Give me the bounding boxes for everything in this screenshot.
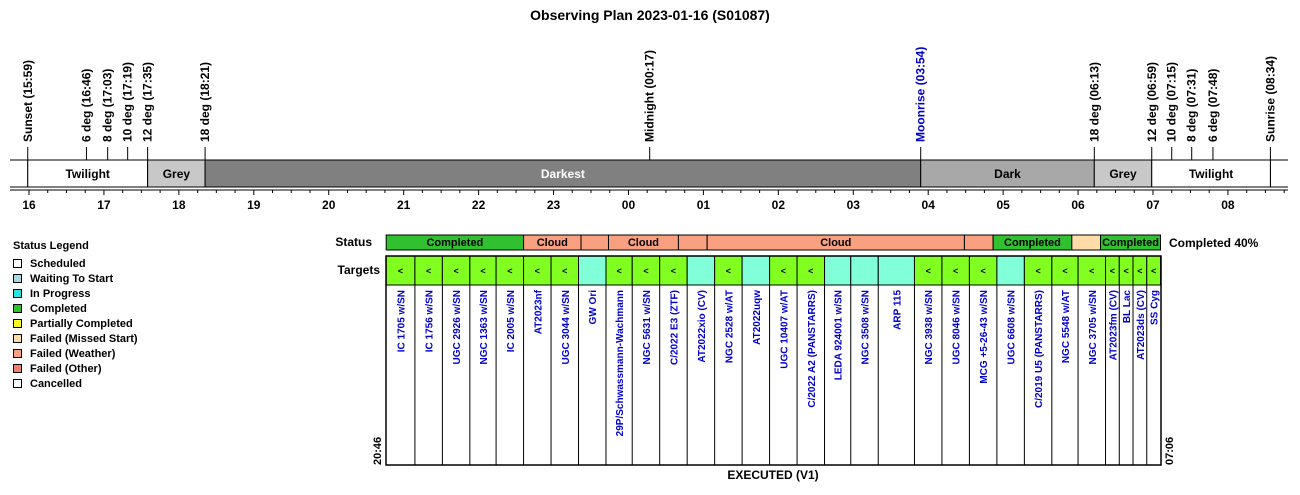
event-label-0: Sunset (15:59) <box>20 59 35 142</box>
target-name-27[interactable]: BL Lac <box>1122 290 1134 324</box>
status-band-label-7: Completed <box>1004 237 1061 249</box>
target-marker-23: < <box>1035 266 1041 276</box>
legend-label-2: In Progress <box>30 287 91 300</box>
target-marker-20: < <box>953 266 959 276</box>
target-marker-15: < <box>808 266 814 276</box>
target-marker-8: < <box>616 266 622 276</box>
target-cell-11[interactable] <box>687 256 714 285</box>
target-cell-17[interactable] <box>851 256 878 285</box>
plan-end-time: 07:06 <box>1164 436 1176 465</box>
legend-swatch-8 <box>13 379 22 388</box>
legend-swatch-1 <box>13 274 22 283</box>
target-name-16[interactable]: LEDA 924001 w/SN <box>833 290 845 381</box>
legend-entry-0 <box>13 256 138 271</box>
legend-label-4: Partially Completed <box>30 317 133 330</box>
target-name-24[interactable]: NGC 5548 w/AT <box>1060 290 1072 364</box>
target-name-29[interactable]: SS Cyg <box>1149 290 1161 326</box>
period-label-0: Twilight <box>65 167 110 181</box>
target-marker-0: < <box>397 266 404 276</box>
targets-row-label: Targets <box>337 263 380 277</box>
hour-axis <box>10 190 1288 212</box>
period-label-3: Dark <box>994 167 1021 181</box>
target-name-13[interactable]: AT2022uqw <box>751 290 763 345</box>
sky-period-bar <box>10 160 1288 187</box>
target-marker-5: < <box>534 266 540 276</box>
target-cell-18[interactable] <box>878 256 914 285</box>
legend-label-0: Scheduled <box>30 257 86 270</box>
period-label-4: Grey <box>1109 167 1137 181</box>
legend-entry-7 <box>13 361 138 376</box>
legend-entry-4 <box>13 316 138 331</box>
event-label-3: 10 deg (17:19) <box>120 61 135 142</box>
target-marker-19: < <box>925 266 931 276</box>
target-marker-6: < <box>562 266 568 276</box>
legend-label-7: Failed (Other) <box>30 362 102 375</box>
target-marker-14: < <box>780 266 786 276</box>
target-name-28[interactable]: AT2023ds (CV) <box>1135 290 1147 360</box>
legend-swatch-0 <box>13 259 22 268</box>
period-label-2: Darkest <box>540 167 585 181</box>
legend-entry-8 <box>13 376 138 391</box>
hour-label-06: 06 <box>1071 198 1085 212</box>
target-name-10[interactable]: C/2022 E3 (ZTF) <box>669 290 681 366</box>
plan-caption: EXECUTED (V1) <box>727 468 819 482</box>
status-band-label-0: Completed <box>426 237 484 249</box>
event-label-6: Midnight (00:17) <box>642 50 657 142</box>
target-name-23[interactable]: C/2019 U5 (PANSTARRS) <box>1034 290 1046 408</box>
event-label-7: Moonrise (03:54) <box>913 46 928 142</box>
target-name-14[interactable]: UGC 10407 w/AT <box>779 290 791 369</box>
status-band-row <box>386 235 1160 250</box>
hour-label-00: 00 <box>621 198 636 212</box>
status-band-2 <box>581 235 608 250</box>
legend-label-1: Waiting To Start <box>30 272 114 285</box>
hour-label-17: 17 <box>97 198 111 212</box>
hour-label-22: 22 <box>471 198 486 212</box>
hour-label-18: 18 <box>172 198 186 212</box>
status-band-4 <box>678 235 707 250</box>
legend-entry-1 <box>13 271 138 286</box>
hour-label-07: 07 <box>1146 198 1160 212</box>
target-marker-4: < <box>507 266 513 276</box>
target-cell-13[interactable] <box>742 256 769 285</box>
hour-label-08: 08 <box>1221 198 1235 212</box>
event-label-4: 12 deg (17:35) <box>140 61 155 142</box>
period-label-5: Twilight <box>1188 167 1234 181</box>
legend-label-6: Failed (Weather) <box>30 347 116 360</box>
target-name-3[interactable]: NGC 1363 w/SN <box>478 290 490 365</box>
target-name-2[interactable]: UGC 2926 w/SN <box>452 290 464 365</box>
hour-label-03: 03 <box>846 198 860 212</box>
legend-title: Status Legend <box>13 240 89 252</box>
status-band-label-5: Cloud <box>820 237 852 249</box>
target-marker-10: < <box>670 266 677 276</box>
target-name-25[interactable]: NGC 3705 w/SN <box>1087 290 1099 365</box>
hour-label-04: 04 <box>921 198 935 212</box>
target-marker-3: < <box>480 266 486 276</box>
target-name-7[interactable]: GW Ori <box>588 290 600 325</box>
event-label-5: 18 deg (18:21) <box>198 61 213 142</box>
event-label-1: 6 deg (16:46) <box>79 68 94 142</box>
hour-label-19: 19 <box>247 198 261 212</box>
hour-label-21: 21 <box>396 198 411 212</box>
hour-label-23: 23 <box>546 198 561 212</box>
completion-text: Completed 40% <box>1169 236 1259 250</box>
legend-label-3: Completed <box>30 302 87 315</box>
legend-swatch-6 <box>13 349 22 358</box>
status-band-label-1: Cloud <box>536 237 568 249</box>
hour-label-01: 01 <box>696 198 711 212</box>
target-marker-2: < <box>453 266 459 276</box>
target-name-17[interactable]: NGC 3508 w/SN <box>860 290 872 365</box>
target-name-15[interactable]: C/2022 A2 (PANSTARRS) <box>806 290 818 408</box>
target-rows <box>386 256 1161 465</box>
status-band-6 <box>964 235 993 250</box>
plan-start-time: 20:46 <box>372 436 384 465</box>
target-name-1[interactable]: IC 1756 w/SN <box>424 290 436 353</box>
legend-swatch-7 <box>13 364 22 373</box>
legend-entry-3 <box>13 301 138 316</box>
period-label-1: Grey <box>162 167 191 181</box>
legend-entry-2 <box>13 286 138 301</box>
target-name-4[interactable]: IC 2005 w/SN <box>505 290 517 353</box>
target-cell-22[interactable] <box>997 256 1024 285</box>
legend-entry-6 <box>13 346 138 361</box>
hour-label-05: 05 <box>996 198 1010 212</box>
event-label-13: Sunrise (08:34) <box>1263 55 1278 142</box>
target-name-21[interactable]: MCG +5-26-43 w/SN <box>979 290 991 384</box>
target-marker-21: < <box>980 266 986 276</box>
status-band-8 <box>1072 235 1101 250</box>
legend-swatch-5 <box>13 334 22 343</box>
legend-swatch-2 <box>13 289 22 298</box>
event-label-9: 12 deg (06:59) <box>1144 61 1159 142</box>
status-legend <box>13 256 138 391</box>
target-name-9[interactable]: NGC 5631 w/SN <box>641 290 653 365</box>
target-marker-24: < <box>1062 266 1068 276</box>
target-marker-25: < <box>1089 266 1095 276</box>
event-label-8: 18 deg (06:13) <box>1087 61 1102 142</box>
legend-swatch-3 <box>13 304 22 313</box>
hour-label-02: 02 <box>771 198 786 212</box>
target-name-8[interactable]: 29P/Schwassmann-Wachmann <box>615 290 627 437</box>
hour-label-16: 16 <box>22 198 36 212</box>
target-name-5[interactable]: AT2023nf <box>533 290 545 335</box>
legend-label-8: Cancelled <box>30 377 82 390</box>
event-label-12: 6 deg (07:48) <box>1205 68 1220 142</box>
target-name-0[interactable]: IC 1705 w/SN <box>396 290 408 353</box>
target-name-26[interactable]: AT2023fm (CV) <box>1108 290 1120 361</box>
target-name-12[interactable]: NGC 2528 w/AT <box>724 290 736 364</box>
target-cell-7[interactable] <box>579 256 606 285</box>
chart-title: Observing Plan 2023-01-16 (S01087) <box>530 7 770 23</box>
target-name-11[interactable]: AT2022xio (CV) <box>696 290 708 363</box>
event-label-2: 8 deg (17:03) <box>100 68 115 142</box>
target-marker-29: < <box>1150 266 1157 276</box>
status-row-label: Status <box>335 235 372 249</box>
legend-swatch-4 <box>13 319 22 328</box>
target-name-18[interactable]: ARP 115 <box>892 290 904 330</box>
target-cell-16[interactable] <box>825 256 851 285</box>
target-name-19[interactable]: NGC 3938 w/SN <box>924 290 936 365</box>
event-label-10: 10 deg (07:15) <box>1164 61 1179 142</box>
target-marker-9: < <box>643 266 649 276</box>
target-name-20[interactable]: UGC 8046 w/SN <box>951 290 963 365</box>
target-marker-28: < <box>1137 266 1143 276</box>
target-marker-27: < <box>1123 266 1129 276</box>
status-band-label-3: Cloud <box>627 237 660 249</box>
legend-entry-5 <box>13 331 138 346</box>
target-marker-12: < <box>725 266 732 276</box>
target-marker-1: < <box>426 266 432 276</box>
status-band-label-9: Completed <box>1102 237 1159 249</box>
target-name-22[interactable]: UGC 6608 w/SN <box>1006 290 1018 365</box>
target-name-6[interactable]: UGC 3044 w/SN <box>560 290 572 365</box>
hour-label-20: 20 <box>322 198 336 212</box>
legend-label-5: Failed (Missed Start) <box>30 332 138 345</box>
target-marker-26: < <box>1109 266 1116 276</box>
event-label-11: 8 deg (07:31) <box>1184 68 1199 142</box>
